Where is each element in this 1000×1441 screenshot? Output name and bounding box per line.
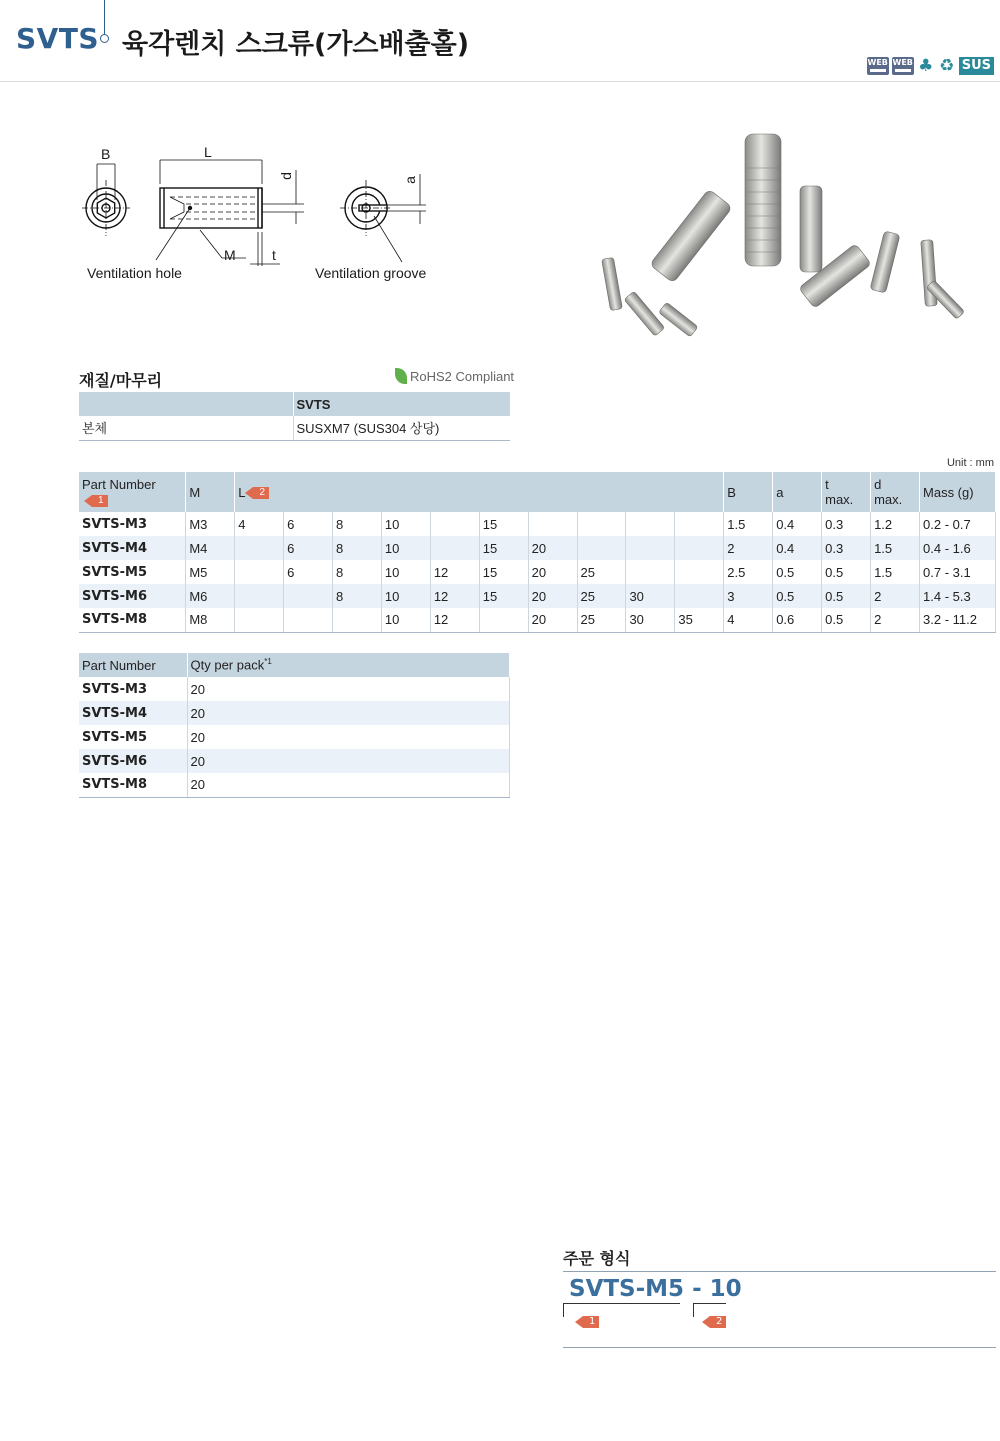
l-cell: 12: [430, 560, 479, 584]
material-value-cell: SUSXM7 (SUS304 상당): [293, 416, 510, 440]
l-cell: 8: [333, 560, 382, 584]
l-cell: [577, 536, 626, 560]
l-cell: 20: [528, 584, 577, 608]
header-mass: Mass (g): [920, 472, 996, 512]
b-cell: 2: [724, 536, 773, 560]
l-cell: 10: [381, 608, 430, 632]
l-cell: 6: [284, 536, 333, 560]
order-format-title: 주문 형식: [563, 1249, 631, 1268]
t-cell: 0.5: [822, 560, 871, 584]
l-cell: [284, 584, 333, 608]
m-cell: M3: [186, 512, 235, 536]
tag-1-icon: 1: [92, 495, 108, 507]
table-row: [79, 584, 996, 608]
qty-cell: 20: [187, 773, 510, 797]
l-cell: 10: [381, 560, 430, 584]
dimension-m-label: M: [224, 247, 236, 263]
order-example: SVTS-M5 - 10: [569, 1276, 742, 1302]
leaf-icon: [395, 368, 407, 384]
tag-1-icon: 1: [583, 1316, 599, 1328]
order-bracket-2: [693, 1303, 726, 1317]
l-cell: 20: [528, 560, 577, 584]
part-number-cell: SVTS-M3: [79, 677, 187, 701]
l-cell: [626, 536, 675, 560]
part-number-cell: SVTS-M4: [79, 701, 187, 725]
t-cell: 0.3: [822, 512, 871, 536]
mass-cell: 3.2 - 11.2: [920, 608, 996, 632]
l-cell: 25: [577, 560, 626, 584]
material-table: [79, 392, 510, 441]
tree-icon: ♣: [918, 56, 934, 76]
dimension-t-label: t: [272, 247, 276, 263]
material-part-cell: 본체: [79, 416, 293, 440]
m-cell: M8: [186, 608, 235, 632]
a-cell: 0.5: [773, 584, 822, 608]
material-section-title: 재질/마무리: [79, 371, 163, 390]
dimension-a-label: a: [401, 176, 418, 184]
table-row: [79, 701, 510, 725]
part-number-cell: SVTS-M8: [79, 773, 187, 797]
l-cell: 15: [479, 584, 528, 608]
l-cell: 12: [430, 584, 479, 608]
d-cell: 1.2: [871, 512, 920, 536]
l-cell: [675, 560, 724, 584]
mass-cell: 1.4 - 5.3: [920, 584, 996, 608]
d-cell: 2: [871, 584, 920, 608]
l-cell: [284, 608, 333, 632]
header-divider-dot: [100, 34, 109, 43]
d-cell: 1.5: [871, 560, 920, 584]
series-code: SVTS: [16, 22, 100, 55]
dimension-l-label: L: [204, 144, 212, 160]
part-number-cell: SVTS-M4: [79, 536, 186, 560]
table-row: [79, 773, 510, 797]
dimension-d-label: d: [277, 172, 294, 180]
qty-header-qty: Qty per pack$^{*1}$: [187, 653, 510, 677]
ventilation-hole-label: Ventilation hole: [87, 265, 182, 281]
header-divider-line: [104, 0, 105, 34]
l-cell: 6: [284, 560, 333, 584]
order-format-rule: [563, 1271, 996, 1272]
mass-cell: 0.4 - 1.6: [920, 536, 996, 560]
a-cell: 0.6: [773, 608, 822, 632]
qty-cell: 20: [187, 677, 510, 701]
dimension-b-label: B: [101, 146, 111, 162]
part-number-cell: SVTS-M3: [79, 512, 186, 536]
web-badge-icon: WEB: [892, 57, 914, 75]
header-m: M: [186, 472, 235, 512]
l-cell: [626, 512, 675, 536]
table-row: [79, 677, 510, 701]
part-number-cell: SVTS-M8: [79, 608, 186, 632]
header-b: B: [724, 472, 773, 512]
t-cell: 0.3: [822, 536, 871, 560]
l-cell: 8: [333, 536, 382, 560]
l-cell: 25: [577, 584, 626, 608]
part-number-cell: SVTS-M6: [79, 749, 187, 773]
l-cell: 8: [333, 584, 382, 608]
l-cell: [235, 560, 284, 584]
l-cell: [235, 584, 284, 608]
header-d: d max.: [871, 472, 920, 512]
b-cell: 1.5: [724, 512, 773, 536]
mass-cell: 0.2 - 0.7: [920, 512, 996, 536]
l-cell: 20: [528, 608, 577, 632]
table-row: [79, 608, 996, 632]
header-part-number: Part Number 1: [79, 472, 186, 512]
part-number-cell: SVTS-M6: [79, 584, 186, 608]
d-cell: 2: [871, 608, 920, 632]
a-cell: 0.5: [773, 560, 822, 584]
l-cell: 25: [577, 608, 626, 632]
table-row: [79, 560, 996, 584]
t-cell: 0.5: [822, 608, 871, 632]
table-row: [79, 536, 996, 560]
b-cell: 4: [724, 608, 773, 632]
qty-cell: 20: [187, 725, 510, 749]
ventilation-groove-label: Ventilation groove: [315, 265, 427, 281]
qty-cell: 20: [187, 749, 510, 773]
t-cell: 0.5: [822, 584, 871, 608]
l-cell: 30: [626, 608, 675, 632]
l-cell: [626, 560, 675, 584]
table-row: [79, 416, 510, 440]
material-header-blank: [79, 392, 293, 416]
l-cell: [528, 512, 577, 536]
l-cell: 8: [333, 512, 382, 536]
d-cell: 1.5: [871, 536, 920, 560]
l-cell: [333, 608, 382, 632]
material-badge: SUS: [959, 57, 994, 75]
qty-header-part-number: Part Number: [79, 653, 187, 677]
unit-label: Unit : mm: [946, 457, 994, 469]
l-cell: [675, 584, 724, 608]
l-cell: [430, 536, 479, 560]
rohs-badge: [395, 368, 514, 384]
page-header: [0, 0, 1000, 82]
l-cell: 10: [381, 512, 430, 536]
tag-2-icon: 2: [253, 487, 269, 499]
header-t: t max.: [822, 472, 871, 512]
technical-drawing: [76, 140, 456, 290]
tag-2-icon: 2: [710, 1316, 726, 1328]
spec-table: [79, 472, 996, 633]
header-a: a: [773, 472, 822, 512]
table-row: [79, 725, 510, 749]
a-cell: 0.4: [773, 536, 822, 560]
web-badge-icon: WEB: [867, 57, 889, 75]
l-cell: [235, 608, 284, 632]
l-cell: 15: [479, 512, 528, 536]
l-cell: 35: [675, 608, 724, 632]
l-cell: 30: [626, 584, 675, 608]
qty-table: [79, 653, 510, 798]
material-header-series: SVTS: [293, 392, 510, 416]
table-row: [79, 512, 996, 536]
m-cell: M6: [186, 584, 235, 608]
l-cell: 10: [381, 584, 430, 608]
l-cell: [430, 512, 479, 536]
order-bracket-1: [563, 1303, 680, 1317]
l-cell: 12: [430, 608, 479, 632]
feature-badges: [867, 57, 994, 75]
header-l: L 2: [235, 472, 724, 512]
b-cell: 3: [724, 584, 773, 608]
l-cell: [675, 536, 724, 560]
a-cell: 0.4: [773, 512, 822, 536]
part-number-cell: SVTS-M5: [79, 725, 187, 749]
l-cell: [479, 608, 528, 632]
m-cell: M5: [186, 560, 235, 584]
l-cell: 6: [284, 512, 333, 536]
rohs-label: RoHS2 Compliant: [410, 368, 515, 384]
b-cell: 2.5: [724, 560, 773, 584]
l-cell: [675, 512, 724, 536]
product-photo: [590, 128, 980, 358]
l-cell: [577, 512, 626, 536]
qty-cell: 20: [187, 701, 510, 725]
l-cell: 20: [528, 536, 577, 560]
l-cell: 10: [381, 536, 430, 560]
page-title: 육각렌치 스크류(가스배출홀): [122, 29, 470, 60]
part-number-cell: SVTS-M5: [79, 560, 186, 584]
m-cell: M4: [186, 536, 235, 560]
l-cell: 15: [479, 560, 528, 584]
eco-icon: ♻: [939, 56, 955, 76]
mass-cell: 0.7 - 3.1: [920, 560, 996, 584]
table-row: [79, 749, 510, 773]
l-cell: 4: [235, 512, 284, 536]
l-cell: [235, 536, 284, 560]
order-format-section: [563, 1246, 996, 1348]
l-cell: 15: [479, 536, 528, 560]
